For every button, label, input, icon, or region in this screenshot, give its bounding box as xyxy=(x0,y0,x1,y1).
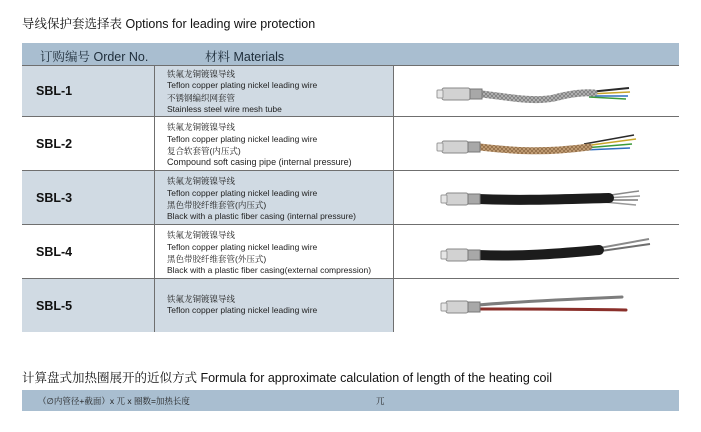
bare-wire-image xyxy=(394,279,679,332)
black-casing-internal-image xyxy=(394,171,679,224)
material-line: 不锈钢编织网套管 xyxy=(167,93,236,103)
fiber-braid-wire-image xyxy=(394,117,679,170)
order-code-cell xyxy=(22,279,154,332)
pi-symbol: 兀 xyxy=(376,396,385,406)
formula-expression: （∅内管径+截面）x 兀 x 圈数=加热长度 xyxy=(38,396,190,406)
material-line: 铁氟龙铜镀镍导线 xyxy=(167,69,236,79)
material-line: Stainless steel wire mesh tube xyxy=(167,104,282,114)
material-line: Teflon copper plating nickel leading wire xyxy=(167,242,318,252)
materials-cell xyxy=(155,171,393,224)
formula-bar xyxy=(22,390,679,411)
formula-title: 计算盘式加热圈展开的近似方式 Formula for approximate calculation of length of the heating coil xyxy=(22,371,553,385)
table-row xyxy=(22,171,679,224)
product-image-cell xyxy=(394,66,679,116)
product-image-cell xyxy=(394,279,679,332)
order-code: SBL-5 xyxy=(36,298,73,313)
material-line: Teflon copper plating nickel leading wire xyxy=(167,305,318,315)
material-line: 黑色带胶纤维套管(外压式) xyxy=(167,254,267,264)
product-image-cell xyxy=(394,117,679,170)
product-image-cell xyxy=(394,171,679,224)
order-code-cell xyxy=(22,66,154,116)
table-row xyxy=(22,279,679,332)
material-line: Black with a plastic fiber casing (internal pressure) xyxy=(167,211,356,221)
order-code: SBL-2 xyxy=(36,136,73,151)
order-no-header: 订购编号 Order No. xyxy=(40,50,149,64)
order-code-cell xyxy=(22,117,154,170)
table-header xyxy=(22,43,679,65)
materials-header: 材料 Materials xyxy=(205,50,285,64)
materials-cell xyxy=(155,225,393,278)
order-code-cell xyxy=(22,225,154,278)
table-row xyxy=(22,117,679,170)
table-row xyxy=(22,66,679,116)
material-line: 铁氟龙铜镀镍导线 xyxy=(167,176,236,186)
materials-cell xyxy=(155,279,393,332)
material-line: 复合软套管(内压式) xyxy=(167,146,241,156)
material-line: Compound soft casing pipe (internal pressure) xyxy=(167,157,352,167)
material-line: Teflon copper plating nickel leading wire xyxy=(167,188,318,198)
page-title: 导线保护套选择表 Options for leading wire protection xyxy=(22,17,316,31)
material-line: 铁氟龙铜镀镍导线 xyxy=(167,230,236,240)
product-image-cell xyxy=(394,225,679,278)
table-row xyxy=(22,225,679,278)
material-line: Teflon copper plating nickel leading wire xyxy=(167,80,318,90)
black-casing-external-image xyxy=(394,225,679,278)
order-code: SBL-1 xyxy=(36,84,73,98)
material-line: 铁氟龙铜镀镍导线 xyxy=(167,294,236,304)
material-line: 铁氟龙铜镀镍导线 xyxy=(167,122,236,132)
order-code: SBL-3 xyxy=(36,190,73,205)
order-code-cell xyxy=(22,171,154,224)
material-line: 黑色带胶纤维套管(内压式) xyxy=(167,200,267,210)
wire-protection-table xyxy=(22,43,679,332)
materials-cell xyxy=(155,117,393,170)
materials-cell xyxy=(155,66,393,116)
steel-mesh-wire-image xyxy=(394,66,679,116)
material-line: Teflon copper plating nickel leading wire xyxy=(167,134,318,144)
order-code: SBL-4 xyxy=(36,244,73,259)
material-line: Black with a plastic fiber casing(external compression) xyxy=(167,265,372,275)
